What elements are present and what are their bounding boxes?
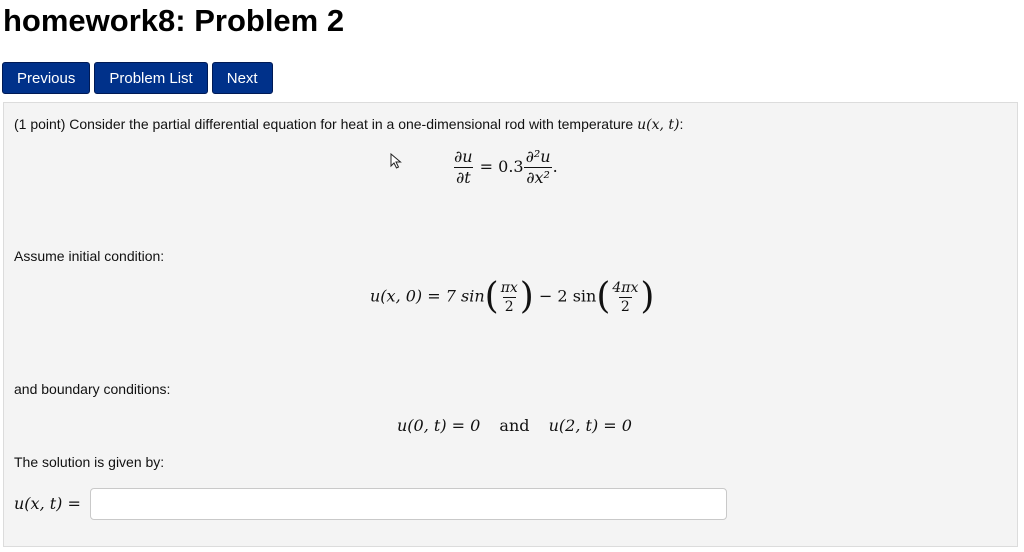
solution-label: The solution is given by:: [14, 454, 165, 470]
problem-intro: Consider the partial differential equation for heat in a one-dimensional rod with temperature: [69, 116, 634, 132]
next-button[interactable]: Next: [212, 62, 273, 94]
initial-frac1-denominator: 2: [504, 298, 514, 315]
answer-prefix: u(x, t) =: [14, 494, 81, 513]
problem-statement: (1 point) Consider the partial differential equation for heat in a one-dimensional rod with temperature u(x, t):: [14, 116, 684, 133]
boundary-right: u(2, t) = 0: [548, 416, 632, 435]
pde-rhs-denominator: ∂x²: [526, 168, 550, 187]
initial-frac1-numerator: πx: [500, 279, 518, 296]
boundary-conditions-equation: [397, 416, 632, 435]
pde-period: .: [552, 157, 558, 176]
page-title: homework8: Problem 2: [3, 3, 345, 38]
boundary-left: u(0, t) = 0: [397, 416, 481, 435]
previous-button[interactable]: Previous: [2, 62, 90, 94]
pde-lhs-denominator: ∂t: [455, 168, 471, 187]
boundary-conditions-label: and boundary conditions:: [14, 381, 171, 397]
initial-condition-equation: u(x, 0) = 7 sin( $\frac{\pi x}{2}$ ) − 2 sin( $\frac{4\pi x}{2}$ ): [370, 276, 655, 317]
initial-middle: − 2 sin: [538, 286, 597, 306]
problem-box: [3, 102, 1018, 547]
initial-frac2-denominator: 2: [620, 298, 630, 315]
intro-variable: u(x, t): [637, 117, 680, 133]
pde-lhs-numerator: ∂u: [454, 147, 473, 166]
answer-input[interactable]: [90, 488, 727, 520]
initial-condition-label: Assume initial condition:: [14, 248, 165, 264]
problem-list-button[interactable]: Problem List: [94, 62, 207, 94]
boundary-and: and: [499, 416, 530, 435]
heat-equation: [452, 149, 558, 186]
initial-lhs: u(x, 0) = 7 sin: [370, 286, 485, 306]
problem-navigation: [2, 62, 273, 94]
pde-equals: = 0.3: [479, 157, 524, 176]
mouse-pointer-icon: [390, 153, 402, 174]
problem-points: (1 point): [14, 116, 66, 132]
initial-frac2-numerator: 4πx: [612, 279, 639, 296]
pde-rhs-numerator: ∂²u: [525, 147, 551, 166]
